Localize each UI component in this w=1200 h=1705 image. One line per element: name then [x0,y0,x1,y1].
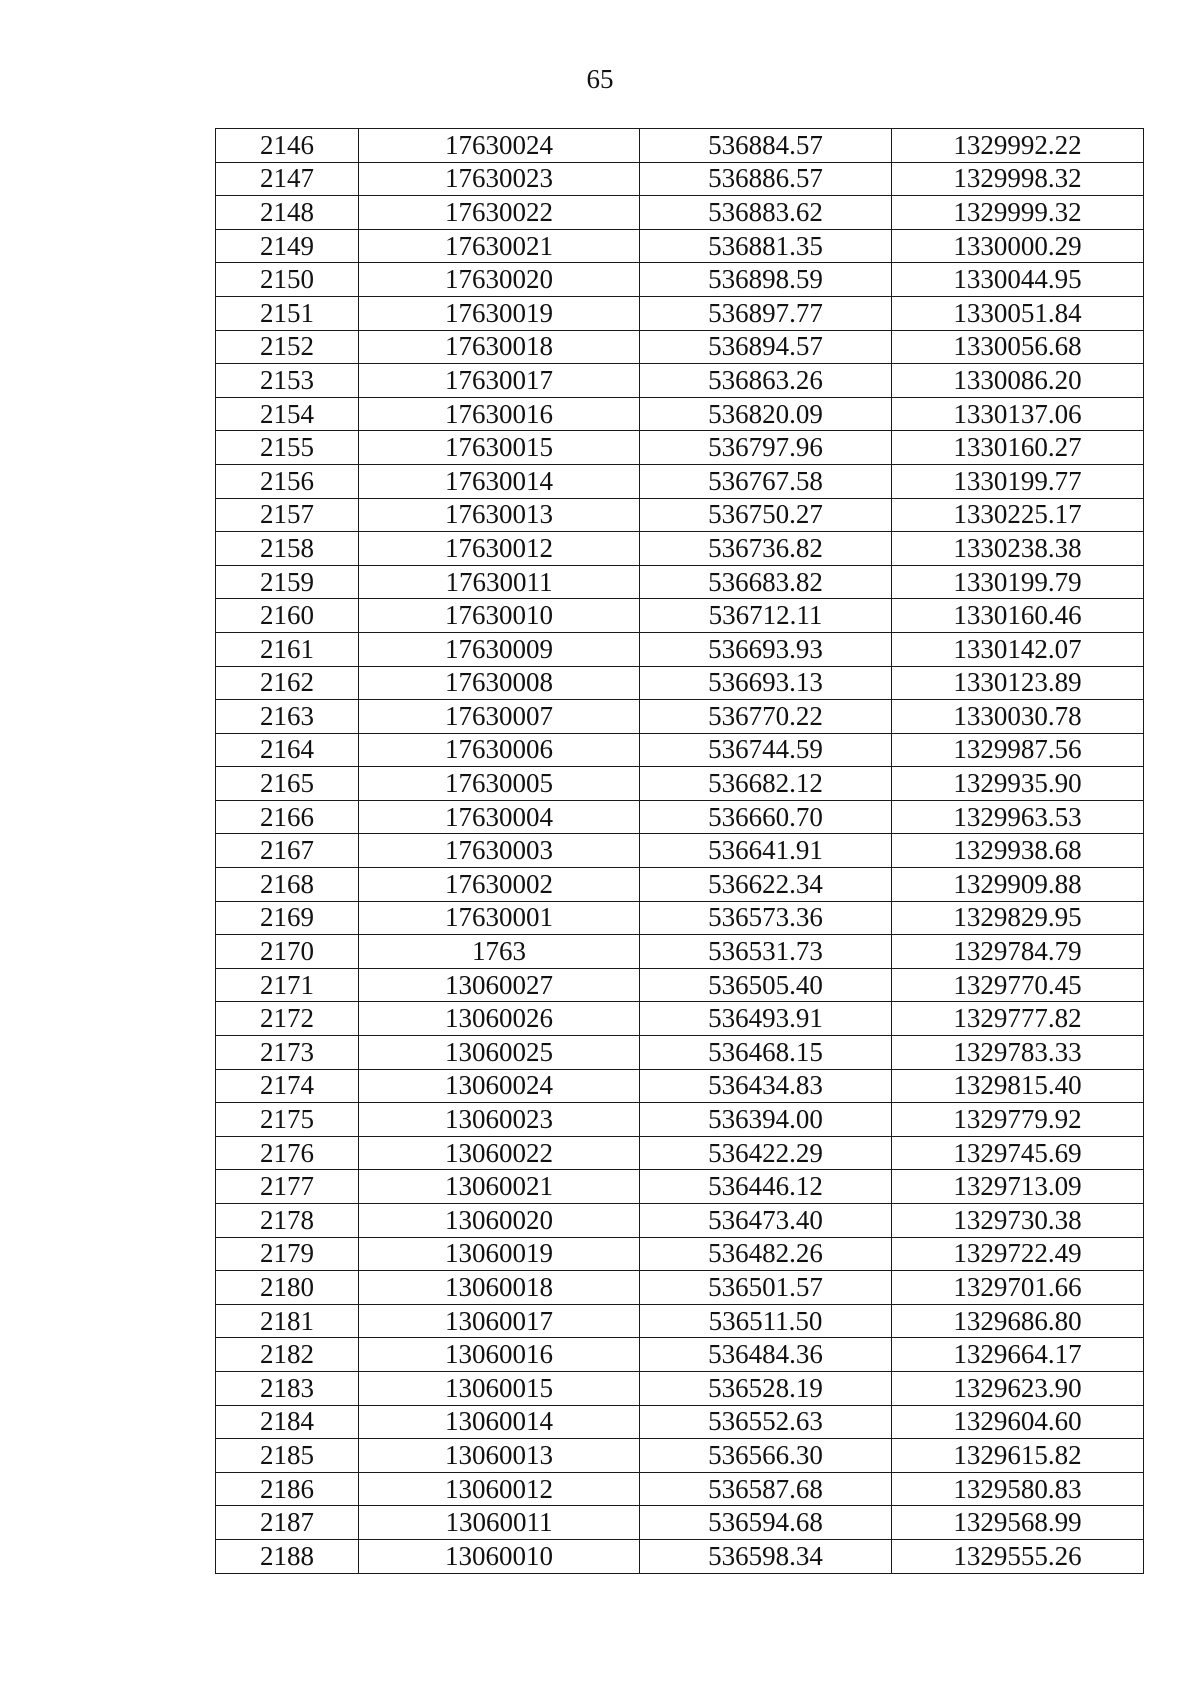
y-coordinate-cell: 1329580.83 [892,1472,1144,1506]
table-row [216,1204,1144,1238]
table-row [216,1506,1144,1540]
y-coordinate-cell: 1329909.88 [892,868,1144,902]
table-row [216,1539,1144,1573]
y-coordinate-cell: 1330030.78 [892,700,1144,734]
table-row [216,1271,1144,1305]
row-number-cell: 2159 [216,565,359,599]
x-coordinate-cell: 536598.34 [640,1539,892,1573]
table-row [216,397,1144,431]
x-coordinate-cell: 536573.36 [640,901,892,935]
point-id-cell: 13060010 [359,1539,640,1573]
point-id-cell: 17630019 [359,296,640,330]
row-number-cell: 2151 [216,296,359,330]
row-number-cell: 2152 [216,330,359,364]
point-id-cell: 17630001 [359,901,640,935]
coordinates-table-body [216,129,1144,1574]
point-id-cell: 17630007 [359,700,640,734]
y-coordinate-cell: 1329935.90 [892,767,1144,801]
point-id-cell: 13060024 [359,1069,640,1103]
y-coordinate-cell: 1330137.06 [892,397,1144,431]
table-row [216,1237,1144,1271]
point-id-cell: 17630022 [359,196,640,230]
x-coordinate-cell: 536660.70 [640,800,892,834]
y-coordinate-cell: 1330056.68 [892,330,1144,364]
row-number-cell: 2158 [216,532,359,566]
table-row [216,431,1144,465]
x-coordinate-cell: 536641.91 [640,834,892,868]
table-row [216,1036,1144,1070]
y-coordinate-cell: 1330225.17 [892,498,1144,532]
x-coordinate-cell: 536446.12 [640,1170,892,1204]
x-coordinate-cell: 536744.59 [640,733,892,767]
x-coordinate-cell: 536484.36 [640,1338,892,1372]
y-coordinate-cell: 1329987.56 [892,733,1144,767]
row-number-cell: 2170 [216,935,359,969]
point-id-cell: 17630004 [359,800,640,834]
point-id-cell: 17630021 [359,229,640,263]
point-id-cell: 17630012 [359,532,640,566]
row-number-cell: 2166 [216,800,359,834]
y-coordinate-cell: 1329829.95 [892,901,1144,935]
row-number-cell: 2161 [216,632,359,666]
y-coordinate-cell: 1330199.79 [892,565,1144,599]
row-number-cell: 2173 [216,1036,359,1070]
table-row [216,364,1144,398]
point-id-cell: 13060016 [359,1338,640,1372]
row-number-cell: 2172 [216,1002,359,1036]
x-coordinate-cell: 536587.68 [640,1472,892,1506]
y-coordinate-cell: 1330086.20 [892,364,1144,398]
y-coordinate-cell: 1330238.38 [892,532,1144,566]
point-id-cell: 17630024 [359,129,640,163]
row-number-cell: 2179 [216,1237,359,1271]
x-coordinate-cell: 536422.29 [640,1136,892,1170]
y-coordinate-cell: 1329686.80 [892,1304,1144,1338]
table-row [216,565,1144,599]
point-id-cell: 13060022 [359,1136,640,1170]
row-number-cell: 2171 [216,968,359,1002]
x-coordinate-cell: 536883.62 [640,196,892,230]
point-id-cell: 13060023 [359,1103,640,1137]
x-coordinate-cell: 536501.57 [640,1271,892,1305]
y-coordinate-cell: 1329963.53 [892,800,1144,834]
table-row [216,1439,1144,1473]
y-coordinate-cell: 1329604.60 [892,1405,1144,1439]
row-number-cell: 2168 [216,868,359,902]
table-row [216,1472,1144,1506]
y-coordinate-cell: 1329815.40 [892,1069,1144,1103]
x-coordinate-cell: 536897.77 [640,296,892,330]
point-id-cell: 17630017 [359,364,640,398]
table-row [216,129,1144,163]
x-coordinate-cell: 536770.22 [640,700,892,734]
y-coordinate-cell: 1329938.68 [892,834,1144,868]
point-id-cell: 13060021 [359,1170,640,1204]
x-coordinate-cell: 536750.27 [640,498,892,532]
point-id-cell: 17630016 [359,397,640,431]
x-coordinate-cell: 536767.58 [640,464,892,498]
row-number-cell: 2147 [216,162,359,196]
y-coordinate-cell: 1330160.46 [892,599,1144,633]
table-row [216,1103,1144,1137]
x-coordinate-cell: 536693.13 [640,666,892,700]
x-coordinate-cell: 536594.68 [640,1506,892,1540]
point-id-cell: 13060026 [359,1002,640,1036]
point-id-cell: 17630011 [359,565,640,599]
point-id-cell: 13060015 [359,1371,640,1405]
table-row [216,1170,1144,1204]
x-coordinate-cell: 536468.15 [640,1036,892,1070]
y-coordinate-cell: 1329998.32 [892,162,1144,196]
y-coordinate-cell: 1330142.07 [892,632,1144,666]
table-row [216,1069,1144,1103]
y-coordinate-cell: 1330000.29 [892,229,1144,263]
table-row [216,464,1144,498]
x-coordinate-cell: 536528.19 [640,1371,892,1405]
row-number-cell: 2148 [216,196,359,230]
table-row [216,196,1144,230]
y-coordinate-cell: 1329713.09 [892,1170,1144,1204]
table-row [216,1371,1144,1405]
point-id-cell: 13060027 [359,968,640,1002]
table-row [216,666,1144,700]
y-coordinate-cell: 1330044.95 [892,263,1144,297]
page-number: 65 [586,64,614,94]
x-coordinate-cell: 536863.26 [640,364,892,398]
y-coordinate-cell: 1330123.89 [892,666,1144,700]
point-id-cell: 13060019 [359,1237,640,1271]
y-coordinate-cell: 1329664.17 [892,1338,1144,1372]
table-row [216,1002,1144,1036]
y-coordinate-cell: 1330051.84 [892,296,1144,330]
table-row [216,700,1144,734]
y-coordinate-cell: 1329623.90 [892,1371,1144,1405]
row-number-cell: 2149 [216,229,359,263]
y-coordinate-cell: 1329730.38 [892,1204,1144,1238]
point-id-cell: 17630018 [359,330,640,364]
point-id-cell: 13060020 [359,1204,640,1238]
row-number-cell: 2146 [216,129,359,163]
x-coordinate-cell: 536622.34 [640,868,892,902]
row-number-cell: 2176 [216,1136,359,1170]
y-coordinate-cell: 1329777.82 [892,1002,1144,1036]
y-coordinate-cell: 1329615.82 [892,1439,1144,1473]
x-coordinate-cell: 536884.57 [640,129,892,163]
x-coordinate-cell: 536473.40 [640,1204,892,1238]
x-coordinate-cell: 536881.35 [640,229,892,263]
point-id-cell: 13060025 [359,1036,640,1070]
row-number-cell: 2185 [216,1439,359,1473]
x-coordinate-cell: 536531.73 [640,935,892,969]
point-id-cell: 17630010 [359,599,640,633]
point-id-cell: 17630015 [359,431,640,465]
table-row [216,1338,1144,1372]
row-number-cell: 2153 [216,364,359,398]
point-id-cell: 13060018 [359,1271,640,1305]
row-number-cell: 2188 [216,1539,359,1573]
point-id-cell: 17630013 [359,498,640,532]
row-number-cell: 2160 [216,599,359,633]
row-number-cell: 2183 [216,1371,359,1405]
row-number-cell: 2155 [216,431,359,465]
table-row [216,868,1144,902]
table-row [216,834,1144,868]
row-number-cell: 2164 [216,733,359,767]
table-row [216,767,1144,801]
point-id-cell: 13060013 [359,1439,640,1473]
table-row [216,800,1144,834]
row-number-cell: 2154 [216,397,359,431]
table-row [216,162,1144,196]
table-row [216,935,1144,969]
x-coordinate-cell: 536511.50 [640,1304,892,1338]
row-number-cell: 2165 [216,767,359,801]
point-id-cell: 17630023 [359,162,640,196]
table-row [216,599,1144,633]
y-coordinate-cell: 1329745.69 [892,1136,1144,1170]
row-number-cell: 2182 [216,1338,359,1372]
table-row [216,733,1144,767]
x-coordinate-cell: 536394.00 [640,1103,892,1137]
table-row [216,296,1144,330]
x-coordinate-cell: 536736.82 [640,532,892,566]
y-coordinate-cell: 1329999.32 [892,196,1144,230]
x-coordinate-cell: 536820.09 [640,397,892,431]
row-number-cell: 2156 [216,464,359,498]
x-coordinate-cell: 536712.11 [640,599,892,633]
row-number-cell: 2181 [216,1304,359,1338]
row-number-cell: 2163 [216,700,359,734]
table-row [216,968,1144,1002]
x-coordinate-cell: 536797.96 [640,431,892,465]
table-row [216,632,1144,666]
x-coordinate-cell: 536493.91 [640,1002,892,1036]
row-number-cell: 2178 [216,1204,359,1238]
x-coordinate-cell: 536886.57 [640,162,892,196]
point-id-cell: 17630008 [359,666,640,700]
y-coordinate-cell: 1329779.92 [892,1103,1144,1137]
point-id-cell: 13060014 [359,1405,640,1439]
y-coordinate-cell: 1330199.77 [892,464,1144,498]
y-coordinate-cell: 1329568.99 [892,1506,1144,1540]
y-coordinate-cell: 1330160.27 [892,431,1144,465]
table-row [216,229,1144,263]
point-id-cell: 17630003 [359,834,640,868]
x-coordinate-cell: 536566.30 [640,1439,892,1473]
x-coordinate-cell: 536505.40 [640,968,892,1002]
row-number-cell: 2186 [216,1472,359,1506]
y-coordinate-cell: 1329992.22 [892,129,1144,163]
x-coordinate-cell: 536482.26 [640,1237,892,1271]
point-id-cell: 13060012 [359,1472,640,1506]
x-coordinate-cell: 536683.82 [640,565,892,599]
y-coordinate-cell: 1329784.79 [892,935,1144,969]
point-id-cell: 1763 [359,935,640,969]
row-number-cell: 2177 [216,1170,359,1204]
row-number-cell: 2167 [216,834,359,868]
point-id-cell: 13060011 [359,1506,640,1540]
row-number-cell: 2184 [216,1405,359,1439]
y-coordinate-cell: 1329770.45 [892,968,1144,1002]
point-id-cell: 17630006 [359,733,640,767]
row-number-cell: 2187 [216,1506,359,1540]
x-coordinate-cell: 536682.12 [640,767,892,801]
x-coordinate-cell: 536898.59 [640,263,892,297]
y-coordinate-cell: 1329701.66 [892,1271,1144,1305]
table-row [216,1304,1144,1338]
table-row [216,901,1144,935]
coordinates-table [215,128,1144,1574]
row-number-cell: 2162 [216,666,359,700]
point-id-cell: 17630002 [359,868,640,902]
point-id-cell: 17630005 [359,767,640,801]
point-id-cell: 17630020 [359,263,640,297]
x-coordinate-cell: 536894.57 [640,330,892,364]
point-id-cell: 17630009 [359,632,640,666]
row-number-cell: 2169 [216,901,359,935]
row-number-cell: 2175 [216,1103,359,1137]
row-number-cell: 2157 [216,498,359,532]
table-row [216,1405,1144,1439]
y-coordinate-cell: 1329783.33 [892,1036,1144,1070]
row-number-cell: 2174 [216,1069,359,1103]
row-number-cell: 2150 [216,263,359,297]
table-row [216,330,1144,364]
x-coordinate-cell: 536434.83 [640,1069,892,1103]
point-id-cell: 17630014 [359,464,640,498]
table-row [216,263,1144,297]
point-id-cell: 13060017 [359,1304,640,1338]
table-row [216,1136,1144,1170]
y-coordinate-cell: 1329722.49 [892,1237,1144,1271]
y-coordinate-cell: 1329555.26 [892,1539,1144,1573]
x-coordinate-cell: 536693.93 [640,632,892,666]
row-number-cell: 2180 [216,1271,359,1305]
table-row [216,498,1144,532]
x-coordinate-cell: 536552.63 [640,1405,892,1439]
table-row [216,532,1144,566]
